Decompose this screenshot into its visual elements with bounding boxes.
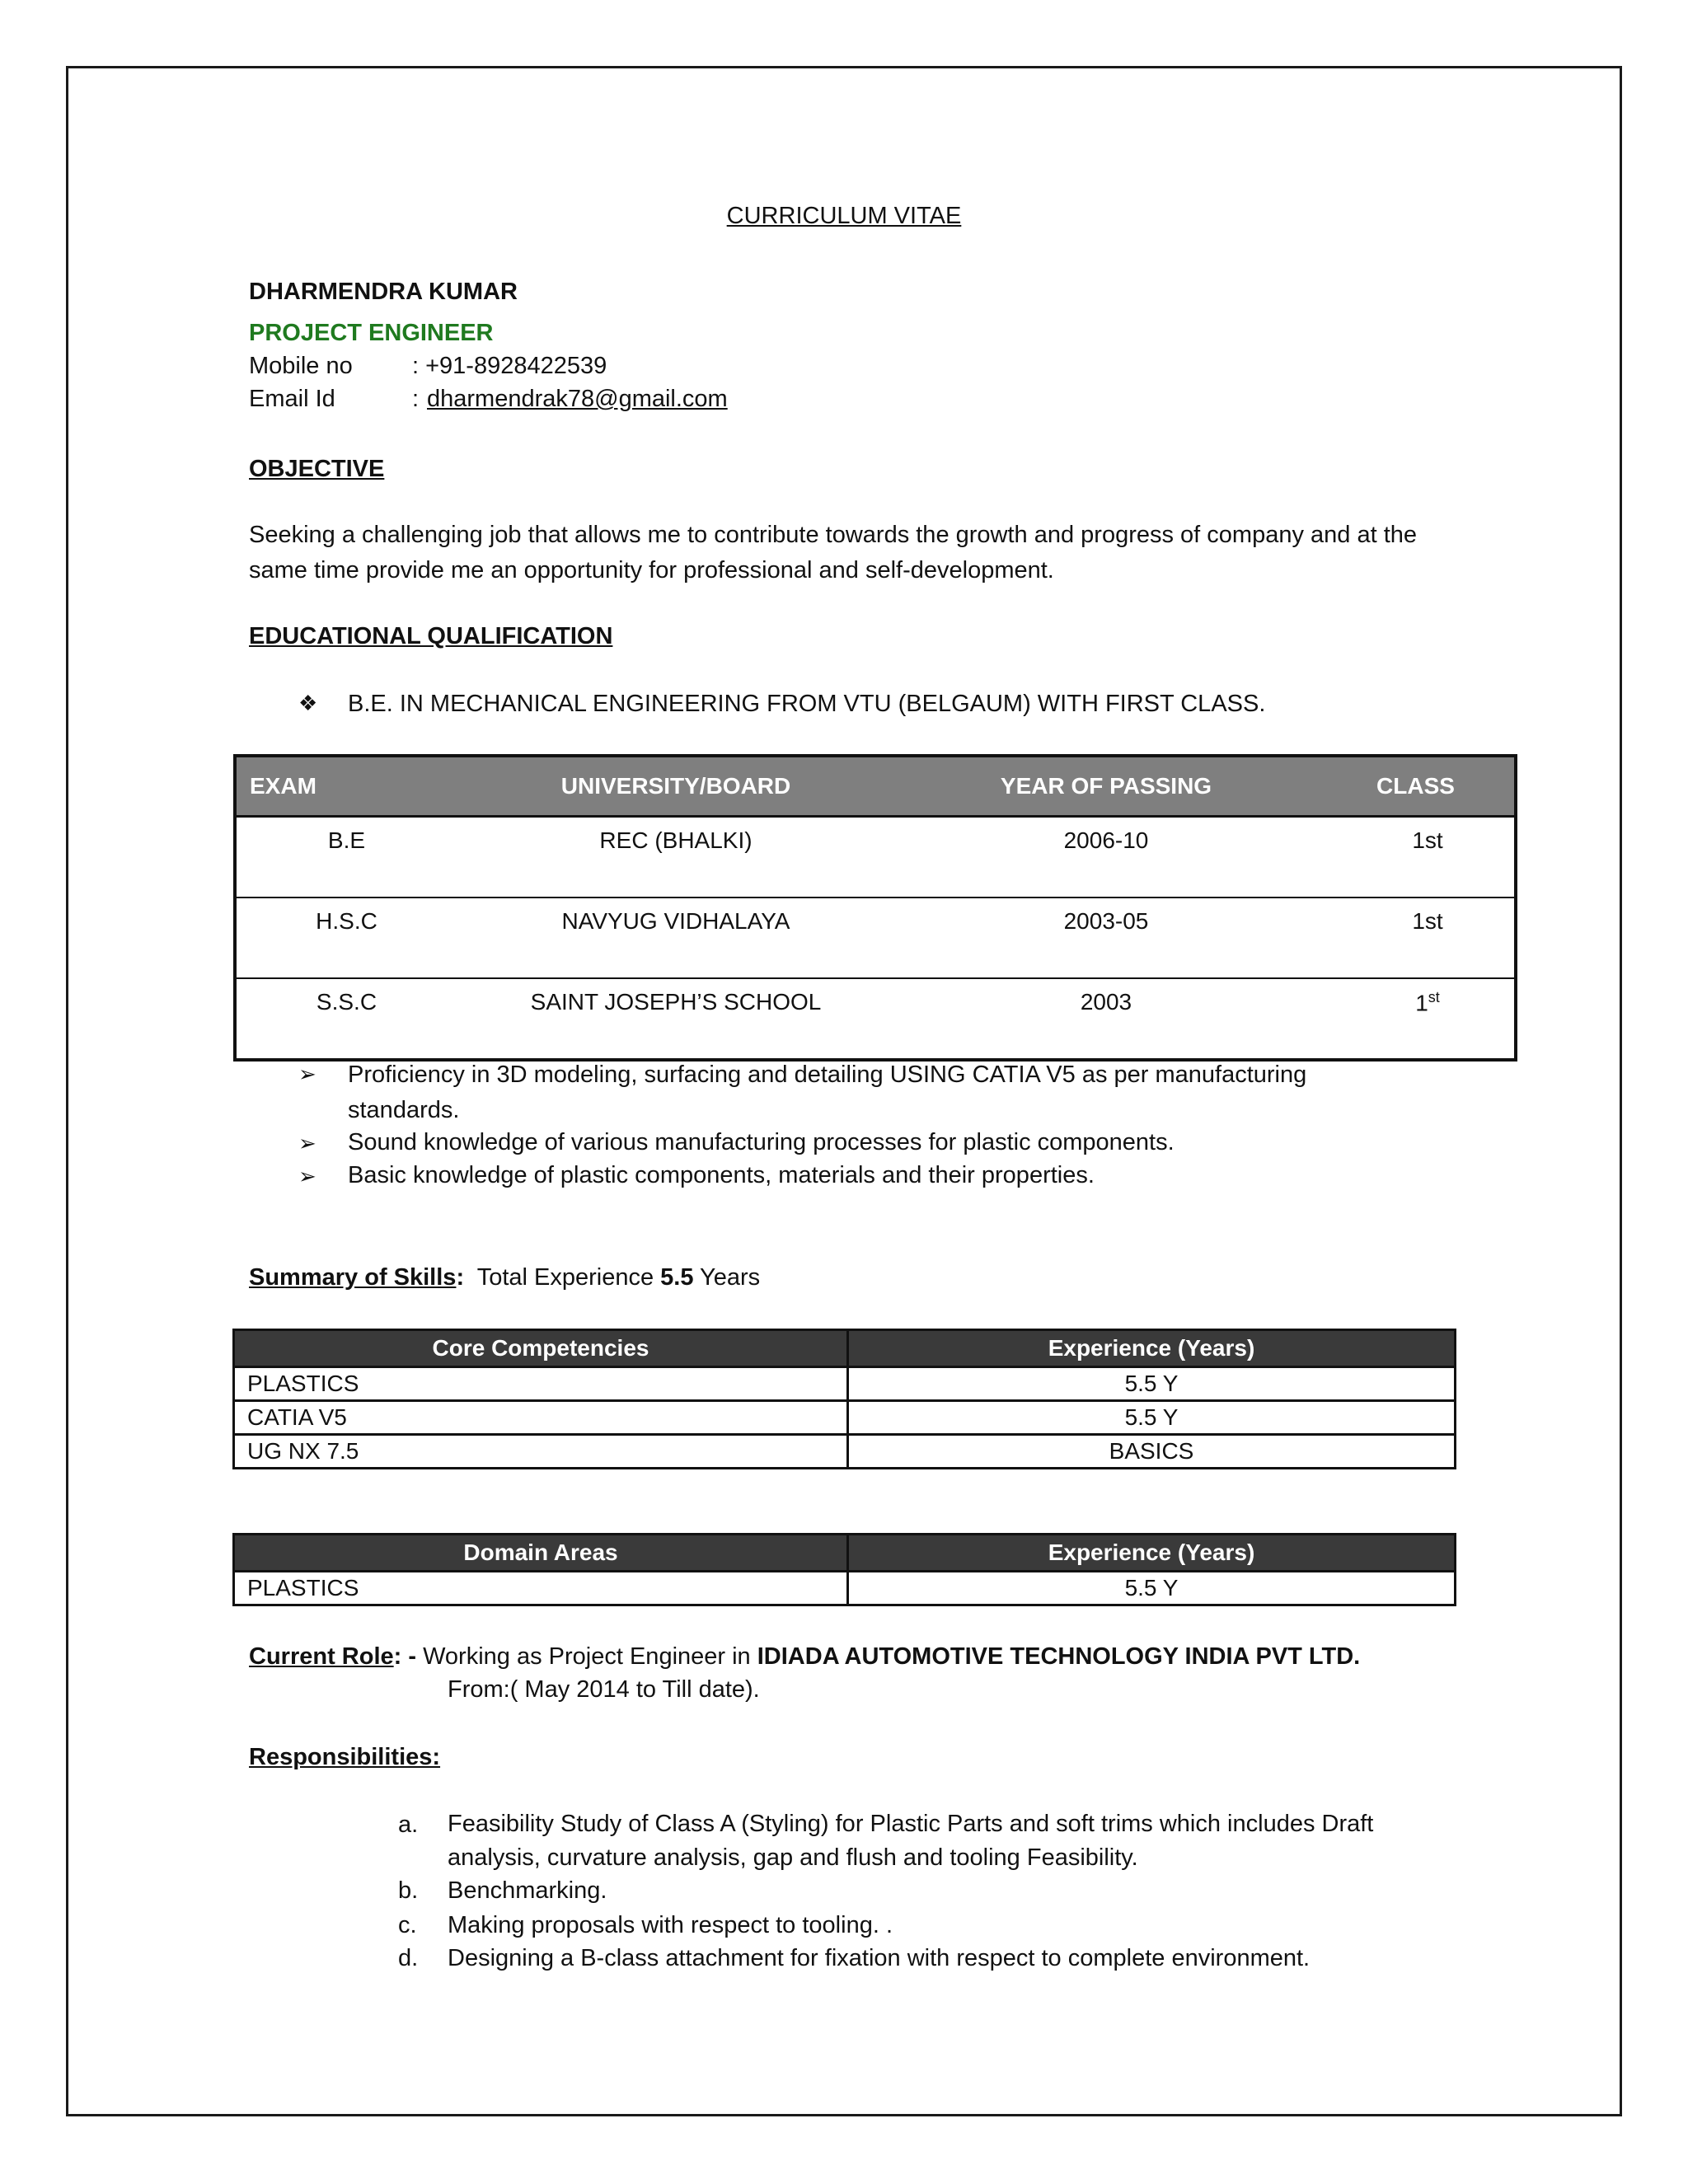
university-cell: SAINT JOSEPH’S SCHOOL [457,978,895,1060]
list-marker: d. [398,1945,419,1971]
responsibility-item: Benchmarking. [448,1877,607,1904]
proficiency-item: Sound knowledge of various manufacturing processes for plastic components. [348,1129,1175,1155]
experience-cell: 5.5 Y [848,1572,1456,1605]
year-cell: 2003 [895,978,1317,1060]
diamond-bullet-icon: ❖ [298,691,318,715]
education-highlight: B.E. IN MECHANICAL ENGINEERING FROM VTU (BELGAUM) WITH FIRST CLASS. [348,691,1266,717]
list-marker: c. [398,1912,417,1938]
objective-heading: OBJECTIVE [249,456,385,482]
header-experience: Experience (Years) [848,1330,1456,1367]
competency-cell: PLASTICS [234,1367,848,1401]
domain-header-row [234,1535,1456,1572]
class-value: 1 [1415,990,1428,1016]
objective-text: Seeking a challenging job that allows me to contribute towards the growth and progress of company and at the same time provide me an opportunity for professional and self-development. [249,522,1418,583]
list-marker: b. [398,1877,419,1904]
arrow-bullet-icon: ➢ [298,1164,316,1188]
skills-summary [249,1264,760,1291]
table-row [235,978,1516,1060]
exam-cell: B.E [235,817,457,898]
header-experience: Experience (Years) [848,1535,1456,1572]
core-competencies-table [232,1329,1456,1469]
header-domain-areas: Domain Areas [234,1535,848,1572]
header-year: YEAR OF PASSING [895,756,1317,817]
skills-heading: Summary of Skills [249,1264,457,1291]
responsibility-item: Designing a B-class attachment for fixation with respect to complete environment. [448,1945,1311,1971]
header-university: UNIVERSITY/BOARD [457,756,895,817]
table-row [234,1401,1456,1435]
arrow-bullet-icon: ➢ [298,1062,316,1086]
list-marker: a. [398,1811,419,1838]
document-title: CURRICULUM VITAE [726,203,962,229]
exam-cell: H.S.C [235,898,457,978]
responsibilities-heading: Responsibilities: [249,1744,441,1770]
table-row [234,1572,1456,1605]
class-cell [1317,978,1516,1060]
candidate-name: DHARMENDRA KUMAR [249,279,518,305]
experience-cell: 5.5 Y [848,1401,1456,1435]
table-row [235,817,1516,898]
responsibility-item: Making proposals with respect to tooling. . [448,1912,893,1938]
competency-cell: CATIA V5 [234,1401,848,1435]
current-role [249,1643,1360,1671]
education-heading: EDUCATIONAL QUALIFICATION [249,623,613,649]
class-cell: 1st [1317,898,1516,978]
current-role-text: Working as Project Engineer in [423,1643,751,1670]
email-label: Email Id [249,386,335,412]
competency-cell: UG NX 7.5 [234,1435,848,1469]
table-row [234,1435,1456,1469]
table-row [235,898,1516,978]
exam-cell: S.S.C [235,978,457,1060]
education-table [233,754,1517,1062]
header-exam: EXAM [235,756,457,817]
responsibility-item: Feasibility Study of Class A (Styling) for Plastic Parts and soft trims which includes Draft analysis, curvature analysis, gap and flush and tooling Feasibility. [448,1811,1374,1871]
experience-cell: BASICS [848,1435,1456,1469]
class-cell: 1st [1317,817,1516,898]
proficiency-item: Proficiency in 3D modeling, surfacing and detailing USING CATIA V5 as per manufacturing standards. [348,1062,1307,1123]
university-cell: NAVYUG VIDHALAYA [457,898,895,978]
email-separator: : [412,386,420,412]
arrow-bullet-icon: ➢ [298,1131,316,1155]
designation: PROJECT ENGINEER [249,320,494,346]
header-class: CLASS [1317,756,1516,817]
skills-prefix: Total Experience [476,1264,654,1291]
current-role-period: From:( May 2014 to Till date). [448,1676,760,1703]
year-cell: 2006-10 [895,817,1317,898]
year-cell: 2003-05 [895,898,1317,978]
education-header-row [235,756,1516,817]
university-cell: REC (BHALKI) [457,817,895,898]
mobile-label: Mobile no [249,353,353,379]
current-role-heading: Current Role [249,1643,394,1670]
proficiency-item: Basic knowledge of plastic components, materials and their properties. [348,1162,1095,1188]
core-header-row [234,1330,1456,1367]
email-link[interactable]: dharmendrak78@gmail.com [427,386,728,412]
class-superscript: st [1428,989,1440,1005]
skills-suffix: Years [700,1264,761,1291]
domain-areas-table [232,1533,1456,1606]
current-role-separator: : - [393,1643,417,1670]
current-role-company: IDIADA AUTOMOTIVE TECHNOLOGY INDIA PVT LTD. [757,1643,1361,1670]
experience-cell: 5.5 Y [848,1367,1456,1401]
domain-cell: PLASTICS [234,1572,848,1605]
mobile-value: : +91-8928422539 [412,353,607,379]
skills-value: 5.5 [660,1264,694,1291]
table-row [234,1367,1456,1401]
skills-colon: : [456,1264,465,1291]
header-core-competencies: Core Competencies [234,1330,848,1367]
